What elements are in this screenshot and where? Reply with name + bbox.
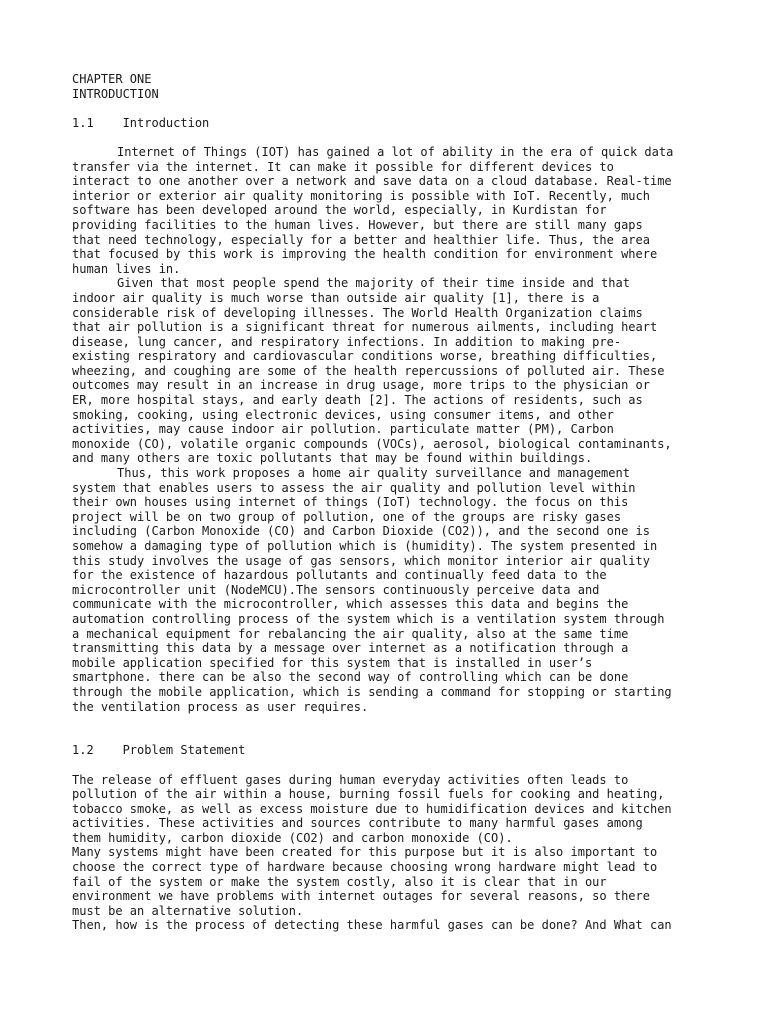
paragraph-iot-intro: Internet of Things (IOT) has gained a lot of ability in the era of quick data transfer via the internet. It can make it possible for different devices to interact to one another over a network and save data on a cloud database. Real-time interior or exterior air quality monitoring is possible with IoT. Recently, much software has been developed around the world, especially, in Kurdistan for providing facilities to the human lives. However, but there are still many gaps that need technology, especially for a better and healthier life. Thus, the area that focused by this work is improving the health condition for environment where human lives in.	[72, 144, 674, 276]
spacer	[72, 758, 708, 773]
spacer	[72, 714, 708, 743]
paragraph-question: Then, how is the process of detecting these harmful gases can be done? And What can	[72, 918, 672, 933]
section-heading-1-1: 1.1 Introduction	[72, 115, 210, 130]
spacer	[72, 130, 708, 145]
paragraph-effluent-gases: The release of effluent gases during human everyday activities often leads to pollution of the air within a house, burning fossil fuels for cooking and heating, tobacco smoke, as well as excess moisture due to humidification devices and kitchen activities. These activities and sources contribute to many harmful gases among them humidity, carbon dioxide (CO2) and carbon monoxide (CO).	[72, 772, 672, 845]
paragraph-hardware-choice: Many systems might have been created for this purpose but it is also important to choose the correct type of hardware because choosing wrong hardware might lead to fail of the system or make the system costly, also it is clear that in our environment we have problems with internet outages for several reasons, so there must be an alternative solution.	[72, 845, 658, 918]
paragraph-indoor-air: Given that most people spend the majority of their time inside and that indoor air quality is much worse than outside air quality [1], there is a considerable risk of developing illnesses. The World Health Organization claims that air pollution is a significant threat for numerous ailments, including heart disease, lung cancer, and respiratory infections. In addition to making pre- existing respiratory and cardiovascular conditions worse, breathing difficulties, wheezing, and coughing are some of the health repercussions of polluted air. These outcomes may result in an increase in drug usage, more trips to the physician or ER, more hospital stays, and early death [2]. The actions of residents, such as smoking, cooking, using electronic devices, using consumer items, and other activities, may cause indoor air pollution. particulate matter (PM), Carbon monoxide (CO), volatile organic compounds (VOCs), aerosol, biological contaminants, and many others are toxic pollutants that may be found within buildings.	[72, 276, 672, 466]
chapter-title: INTRODUCTION	[72, 86, 159, 101]
paragraph-proposal: Thus, this work proposes a home air quality surveillance and management system that enables users to assess the air quality and pollution level within their own houses using internet of things (IoT) technology. the focus on this project will be on two group of pollution, one of the groups are risky gases including (Carbon Monoxide (CO) and Carbon Dioxide (CO2)), and the second one is somehow a damaging type of pollution which is (humidity). The system presented in this study involves the usage of gas sensors, which monitor interior air quality for the existence of hazardous pollutants and continually feed data to the microcontroller unit (NodeMCU).The sensors continuously perceive data and communicate with the microcontroller, which assesses this data and begins the automation controlling process of the system which is a ventilation system through a mechanical equipment for rebalancing the air quality, also at the same time transmitting this data by a message over internet as a notification through a mobile application specified for this system that is installed in user’s smartphone. there can be also the second way of controlling which can be done through the mobile application, which is sending a command for stopping or starting the ventilation process as user requires.	[72, 466, 672, 714]
chapter-label: CHAPTER ONE	[72, 72, 152, 86]
spacer	[72, 101, 708, 116]
section-heading-1-2: 1.2 Problem Statement	[72, 743, 246, 758]
